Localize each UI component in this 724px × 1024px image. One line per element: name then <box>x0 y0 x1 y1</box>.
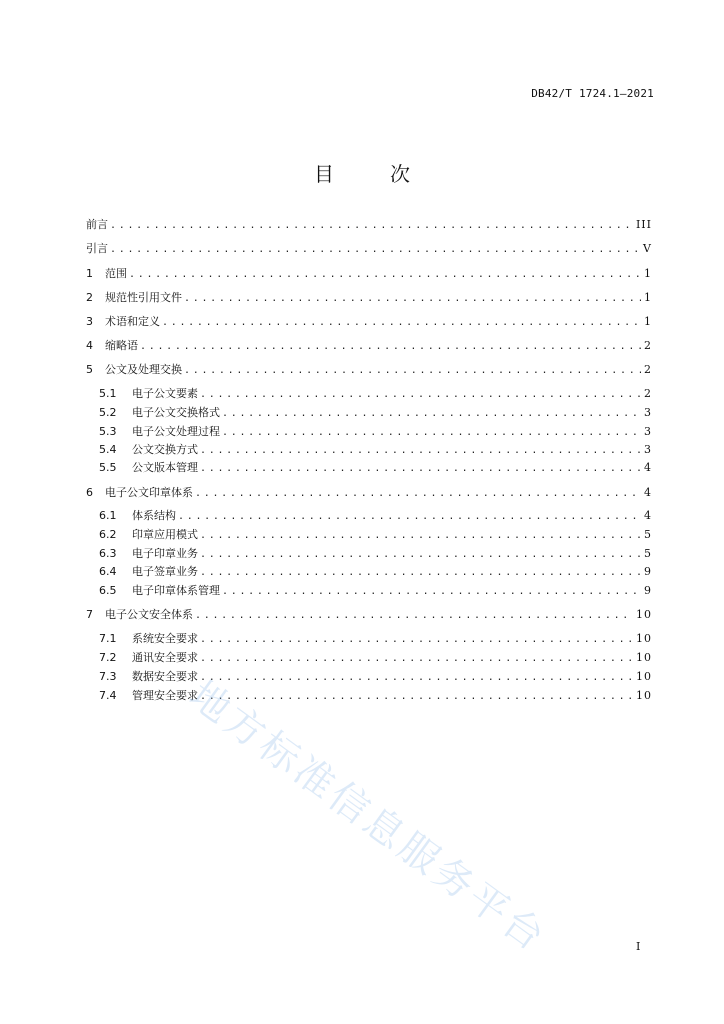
toc-page-number: 10 <box>636 651 652 664</box>
toc-entry-5-4[interactable] <box>99 442 652 458</box>
toc-number: 6.4 <box>99 565 117 578</box>
toc-leader-dots <box>140 339 641 355</box>
toc-leader-dots <box>200 632 633 648</box>
toc-page-number: 9 <box>644 565 652 578</box>
toc-entry-1[interactable] <box>86 266 652 282</box>
toc-number: 7.4 <box>99 689 117 702</box>
toc-leader-dots <box>110 218 633 234</box>
page-title: 目 次 <box>314 162 428 186</box>
toc-title: 电子公文印章体系 <box>105 486 193 499</box>
toc-page-number: 4 <box>644 486 652 499</box>
toc-leader-dots <box>200 689 633 705</box>
toc-entry-3[interactable] <box>86 314 652 330</box>
toc-leader-dots <box>200 670 633 686</box>
toc-title: 数据安全要求 <box>132 670 198 683</box>
toc-page-number: 10 <box>636 608 652 621</box>
toc-title: 电子签章业务 <box>132 565 198 578</box>
toc-entry-7-3[interactable] <box>99 669 652 685</box>
toc-title: 规范性引用文件 <box>105 291 182 304</box>
toc-entry-7-4[interactable] <box>99 688 652 704</box>
toc-title: 管理安全要求 <box>132 689 198 702</box>
toc-page-number: 1 <box>644 291 652 304</box>
toc-title: 公文及处理交换 <box>105 363 182 376</box>
toc-title: 电子公文安全体系 <box>105 608 193 621</box>
toc-title: 体系结构 <box>132 509 176 522</box>
toc-number: 5 <box>86 363 93 376</box>
toc-entry-6[interactable] <box>86 485 652 501</box>
toc-title: 系统安全要求 <box>132 632 198 645</box>
toc-leader-dots <box>129 267 641 283</box>
toc-page-number: 3 <box>644 406 652 419</box>
toc-leader-dots <box>200 461 641 477</box>
toc-page-number: 3 <box>644 443 652 456</box>
toc-entry-6-5[interactable] <box>99 583 652 599</box>
toc-leader-dots <box>222 406 641 422</box>
toc-entry-2[interactable] <box>86 290 652 306</box>
toc-entry-6-3[interactable] <box>99 546 652 562</box>
standard-code: DB42/T 1724.1—2021 <box>531 87 654 100</box>
toc-page-number: 1 <box>644 315 652 328</box>
toc-title: 公文版本管理 <box>132 461 198 474</box>
toc-leader-dots <box>200 651 633 667</box>
toc-title: 印章应用模式 <box>132 528 198 541</box>
toc-leader-dots <box>200 443 641 459</box>
toc-page-number: V <box>643 242 652 255</box>
toc-title: 缩略语 <box>105 339 138 352</box>
toc-leader-dots <box>110 242 640 258</box>
toc-page-number: 5 <box>644 528 652 541</box>
toc-entry-7[interactable] <box>86 607 652 623</box>
toc-leader-dots <box>178 509 641 525</box>
toc-entry-introduction[interactable] <box>86 241 652 257</box>
toc-entry-7-2[interactable] <box>99 650 652 666</box>
toc-title: 电子印章业务 <box>132 547 198 560</box>
toc-leader-dots <box>195 486 641 502</box>
toc-entry-5-5[interactable] <box>99 460 652 476</box>
toc-title: 电子公文处理过程 <box>132 425 220 438</box>
toc-leader-dots <box>222 425 641 441</box>
page-number: I <box>636 940 641 953</box>
toc-leader-dots <box>162 315 641 331</box>
toc-page-number: 4 <box>644 461 652 474</box>
watermark: 地方标准信息服务平台 <box>180 672 556 962</box>
toc-page-number: 2 <box>644 363 652 376</box>
toc-leader-dots <box>184 291 641 307</box>
toc-title: 术语和定义 <box>105 315 160 328</box>
toc-title: 电子公文要素 <box>132 387 198 400</box>
toc-page-number: 1 <box>644 267 652 280</box>
toc-number: 5.5 <box>99 461 117 474</box>
toc-entry-6-1[interactable] <box>99 508 652 524</box>
toc-leader-dots <box>200 528 641 544</box>
toc-page-number: 10 <box>636 670 652 683</box>
toc-entry-4[interactable] <box>86 338 652 354</box>
toc-number: 6.2 <box>99 528 117 541</box>
toc-number: 5.2 <box>99 406 117 419</box>
toc-title: 前言 <box>86 218 108 231</box>
toc-entry-5-2[interactable] <box>99 405 652 421</box>
toc-number: 6.3 <box>99 547 117 560</box>
toc-title: 公文交换方式 <box>132 443 198 456</box>
toc-number: 6 <box>86 486 93 499</box>
toc-number: 5.3 <box>99 425 117 438</box>
toc-title: 电子公文交换格式 <box>132 406 220 419</box>
toc-page-number: 9 <box>644 584 652 597</box>
toc-leader-dots <box>200 387 641 403</box>
toc-leader-dots <box>195 608 633 624</box>
toc-number: 6.5 <box>99 584 117 597</box>
toc-entry-6-2[interactable] <box>99 527 652 543</box>
toc-number: 5.1 <box>99 387 117 400</box>
toc-page-number: 10 <box>636 632 652 645</box>
toc-page-number: 5 <box>644 547 652 560</box>
toc-title: 范围 <box>105 267 127 280</box>
toc-entry-preface[interactable] <box>86 217 652 233</box>
toc-number: 7.3 <box>99 670 117 683</box>
toc-title: 电子印章体系管理 <box>132 584 220 597</box>
toc-page-number: 2 <box>644 387 652 400</box>
toc-number: 7.1 <box>99 632 117 645</box>
toc-title: 通讯安全要求 <box>132 651 198 664</box>
toc-page-number: 10 <box>636 689 652 702</box>
toc-entry-7-1[interactable] <box>99 631 652 647</box>
toc-page-number: 2 <box>644 339 652 352</box>
toc-leader-dots <box>200 547 641 563</box>
toc-number: 5.4 <box>99 443 117 456</box>
toc-leader-dots <box>184 363 641 379</box>
toc-number: 4 <box>86 339 93 352</box>
toc-entry-5-1[interactable] <box>99 386 652 402</box>
toc-entry-5[interactable] <box>86 362 652 378</box>
toc-number: 3 <box>86 315 93 328</box>
toc-number: 2 <box>86 291 93 304</box>
toc-page-number: 3 <box>644 425 652 438</box>
toc-number: 1 <box>86 267 93 280</box>
toc-number: 6.1 <box>99 509 117 522</box>
toc-entry-6-4[interactable] <box>99 564 652 580</box>
toc-leader-dots <box>222 584 641 600</box>
toc-leader-dots <box>200 565 641 581</box>
toc-title: 引言 <box>86 242 108 255</box>
toc-page-number: III <box>635 218 652 231</box>
toc-entry-5-3[interactable] <box>99 424 652 440</box>
toc-number: 7.2 <box>99 651 117 664</box>
toc-number: 7 <box>86 608 93 621</box>
toc-page-number: 4 <box>644 509 652 522</box>
